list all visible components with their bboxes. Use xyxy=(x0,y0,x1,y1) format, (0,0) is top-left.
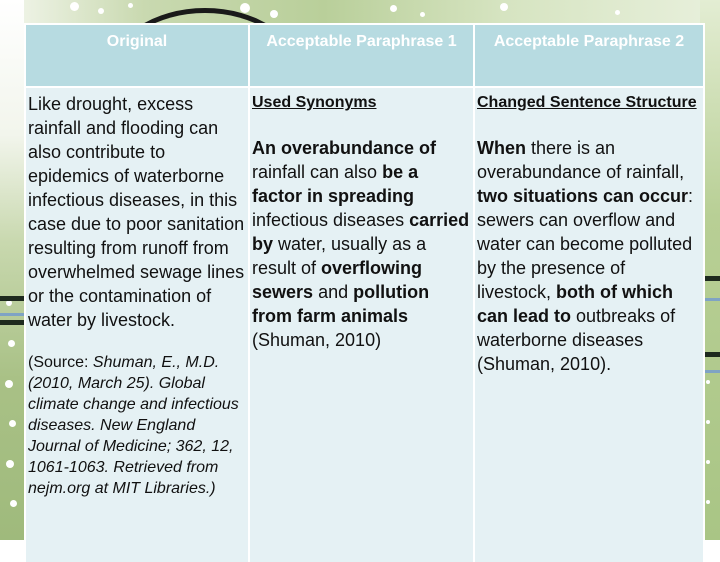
text-segment: rainfall can also xyxy=(252,162,383,182)
text-segment: there is an overabundance of rainfall, xyxy=(477,138,685,182)
text-segment: water, usually as a result of xyxy=(252,234,427,278)
spacer xyxy=(477,114,701,136)
table-row xyxy=(25,87,704,562)
paraphrase-1-text xyxy=(252,136,471,352)
paraphrase-1-label: Used Synonyms xyxy=(252,94,377,111)
header-paraphrase-1: Acceptable Paraphrase 1 xyxy=(249,24,474,87)
decorative-stripe xyxy=(703,298,720,301)
bold-segment: pollution from farm animals xyxy=(252,282,430,326)
decorative-stripe xyxy=(0,320,24,325)
text-segment: and xyxy=(313,282,354,302)
text-segment: outbreaks of waterborne diseases (Shuman, 2010). xyxy=(477,306,676,374)
bold-segment: two situations can occur xyxy=(477,186,689,206)
paraphrase-2-cell xyxy=(474,87,704,562)
decorative-left-band xyxy=(0,0,24,540)
source-prefix: (Source: xyxy=(28,354,93,371)
decorative-stripe xyxy=(0,296,24,301)
paraphrase-2-label: Changed Sentence Structure xyxy=(477,94,697,111)
text-segment: (Shuman, 2010) xyxy=(252,330,382,350)
header-paraphrase-2: Acceptable Paraphrase 2 xyxy=(474,24,704,87)
source-citation xyxy=(28,352,246,499)
original-text: Like drought, excess rainfall and flooding can also contribute to epidemics of waterborne infectious diseases, in this case due to poor sanitation resulting from runoff from overwhelmed sewage lines or the contamination of water by livestock. xyxy=(28,94,245,330)
header-original: Original xyxy=(25,24,249,87)
bold-segment: both of which can lead to xyxy=(477,282,674,326)
source-reference: Shuman, E., M.D. (2010, March 25). Global climate change and infectious diseases. New England Journal of Medicine; 362, 12, 1061-1063. Retrieved from nejm.org at MIT Libraries.) xyxy=(28,354,239,497)
bold-segment: overflowing sewers xyxy=(252,258,423,302)
bold-segment: When xyxy=(477,138,526,158)
decorative-stripe xyxy=(703,352,720,357)
bold-segment: be a factor in spreading xyxy=(252,162,419,206)
text-segment: : sewers can overflow and water can become polluted by the presence of livestock, xyxy=(477,186,694,302)
paraphrase-2-text xyxy=(477,136,701,376)
decorative-stripe xyxy=(0,313,24,316)
decorative-stripe xyxy=(703,370,720,373)
original-cell xyxy=(25,87,249,562)
text-segment: infectious diseases xyxy=(252,210,410,230)
bold-segment: An overabundance of xyxy=(252,138,437,158)
bold-segment: carried by xyxy=(252,210,470,254)
spacer xyxy=(252,114,471,136)
paraphrase-1-cell xyxy=(249,87,474,562)
decorative-stripe xyxy=(703,276,720,281)
table-header-row xyxy=(25,24,704,87)
paraphrase-comparison-table xyxy=(24,23,705,562)
